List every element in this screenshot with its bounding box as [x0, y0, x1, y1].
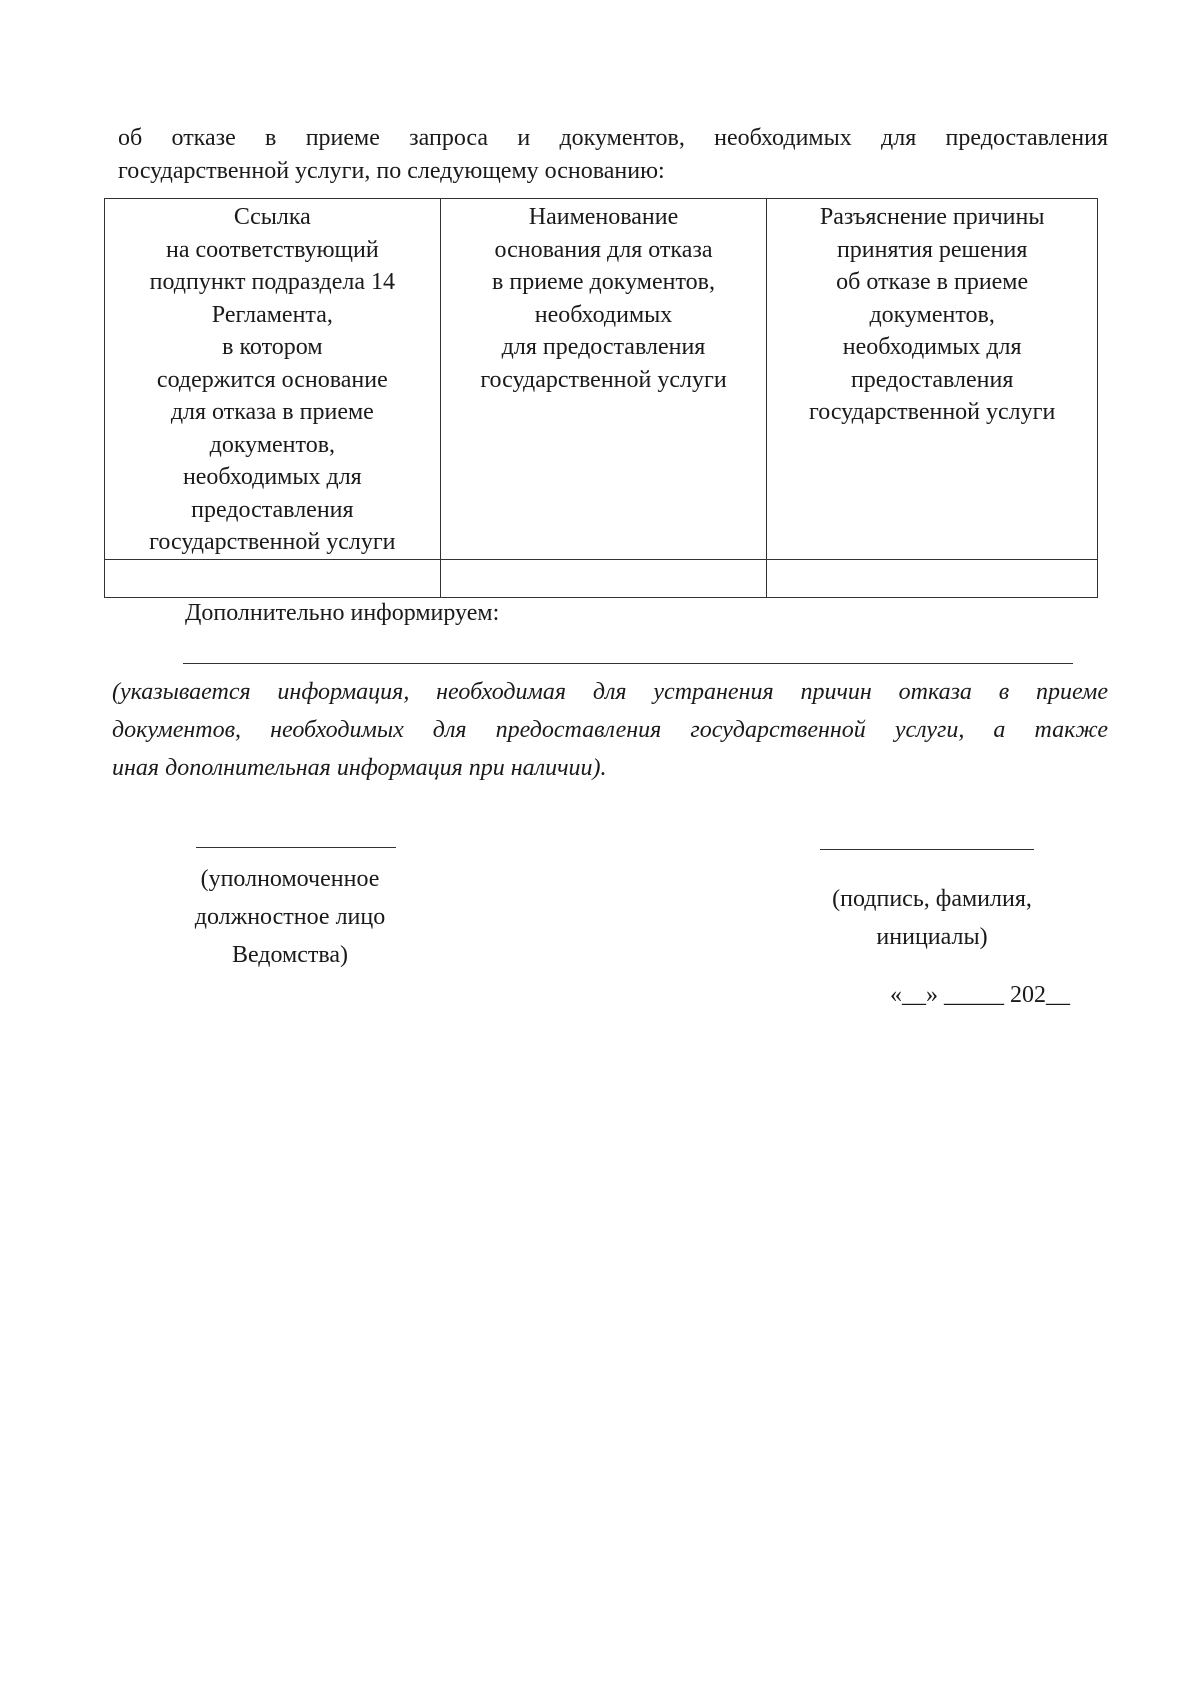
- signature-fill-line: [820, 849, 1034, 850]
- refusal-reasons-table: [104, 198, 1098, 598]
- header-cell-explanation: Разъяснение причины принятия решения об отказе в приеме документов, необходимых для предоставления государственной услуги: [767, 199, 1098, 560]
- official-fill-line: [196, 847, 396, 848]
- header-cell-reference: Ссылка на соответствующий подпункт подраздела 14 Регламента, в котором содержится основание для отказа в приеме документов, необходимых для предоставления государственной услуги: [105, 199, 441, 560]
- date-field: «__» _____ 202__: [890, 982, 1070, 1008]
- additional-info-note: [112, 673, 1108, 787]
- table-row: [105, 560, 1098, 598]
- table-cell: [105, 560, 441, 598]
- note-line-1: (указывается информация, необходимая для устранения причин отказа в приеме: [112, 679, 1108, 705]
- header-cell-basis-name: Наименование основания для отказа в приеме документов, необходимых для предоставления государственной услуги: [440, 199, 767, 560]
- note-line-3: иная дополнительная информация при наличии).: [112, 755, 607, 781]
- note-line-2: документов, необходимых для предоставления государственной услуги, а также: [112, 717, 1108, 743]
- additional-info-fill-line: [183, 663, 1073, 664]
- additional-info-label: Дополнительно информируем:: [185, 600, 500, 626]
- table-cell: [440, 560, 767, 598]
- official-caption: (уполномоченное должностное лицо Ведомства): [194, 866, 386, 968]
- intro-line-1: об отказе в приеме запроса и документов, необходимых для предоставления: [118, 125, 1108, 151]
- table-cell: [767, 560, 1098, 598]
- signature-caption: (подпись, фамилия, инициалы): [832, 886, 1032, 950]
- table-header-row: [105, 199, 1098, 560]
- intro-paragraph: [118, 122, 1108, 188]
- intro-line-2: государственной услуги, по следующему основанию:: [118, 158, 665, 184]
